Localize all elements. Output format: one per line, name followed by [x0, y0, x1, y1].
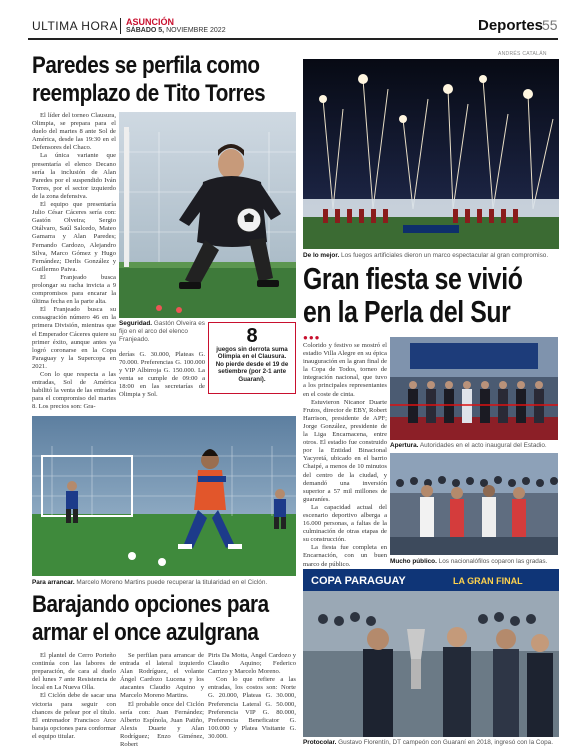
paragraph: Piris Da Motta, Ángel Cardozo y Claudio Aquino; Federico Carrizo y Marcelo Moreno. [208, 652, 296, 676]
paragraph: Con lo que respecta a las entradas, Sol de América habilitó la venta de las entradas para el compromiso del martes 8. Los precios son: Gra- [32, 371, 116, 411]
photo-credit: ANDRÉS CATALÁN [498, 51, 547, 57]
paragraph: Estuvieron Nicanor Duarte Frutos, director de EBY, Robert Harrison, presidente de APF; Jorge González, presidente de la Liga Encarnacena, entre otros. El estadio fue construido por la Entidad Binacional Yacyretá, ubicado en el barrio Chaipé, a menos de 10 minutos del centro de la ciudad, y demandó una inversión superior a 57 mil millones de guaraníes. [303, 398, 387, 503]
paragraph: derías G. 30.000, Plateas G. 70.000. Preferencias G. 100.000 y VIP Albirroja G. 150.000. La venta se cumple de 09:00 a 18:00 en las secretarías de Olimpia y Sol. [119, 351, 205, 399]
stat-text: juegos sin derrota suma Olimpia en el Clausura. No pierde desde el 19 de setiembre (por 2-1 ante Guaraní). [215, 346, 289, 383]
training-photo [32, 416, 296, 576]
stat-box [208, 322, 296, 394]
header-divider [120, 18, 121, 34]
paragraph: El equipo que presentaría Julio César Cáceres sería con: Gastón Olveira; Sergio Otálvaro, Saúl Salcedo, Mateo Gamarra y Alan Paredes; Fernando Cardozo, Alejandro Silva, Marco Gómez y Hugo Fernández; Derlis González y Guillermo Paiva. [32, 201, 116, 273]
story3-headline-line1: Gran fiesta se vivió [303, 261, 523, 296]
paragraph: El Ciclón debe de sacar una victoria para seguir con chances de pelear por el título. El entrenador Francisco Arce baraja opciones para conformar el equipo titular. [32, 692, 116, 740]
paragraph: Con lo que refiere a las entradas, los costos son: Norte G. 20.000, Plateas G. 30.000, Preferencia Lateral G. 50.000, Preferencia VIP G. 80.000, Preferencia Beneficator G. 100.000 y Platea Visitante G. 30.000. [208, 676, 296, 740]
header-date: SÁBADO 5, NOVIEMBRE 2022 [126, 27, 226, 34]
story1-column2 [119, 351, 205, 400]
paragraph: El Franjeado busca prolongar su racha invicta a 9 compromisos para encarar la última fecha en la parte alta. [32, 273, 116, 306]
ceremony-caption: Apertura. Autoridades en el acto inaugural del Estadio. [390, 442, 547, 449]
story1-column1 [32, 112, 116, 422]
crowd-caption: Mucho público. Los nacionalófilos coparon las gradas. [390, 558, 548, 565]
crowd-photo [390, 453, 558, 555]
paragraph: Se perfilan para arrancar de entrada el lateral izquierdo Alan Rodríguez, el volante Ángel Cardozo Lucena y los atacantes Claudio Aquino y Marcelo Moreno Martins. [120, 652, 204, 700]
goalkeeper-caption: Seguridad. Gastón Olveira es fijo en el arco del elenco Franjeado. [119, 320, 205, 343]
section-label: ULTIMA HORA [32, 19, 118, 33]
story3-bullet-dots: ●●● [303, 333, 321, 342]
story2-column2 [120, 652, 204, 748]
story3-body [303, 342, 387, 570]
page-number: 55 [542, 17, 558, 33]
paragraph: La fiesta fue completa en Encarnación, con un buen marco de público. [303, 544, 387, 568]
goalkeeper-photo [119, 112, 296, 318]
section-title: Deportes [478, 17, 544, 34]
trophy-caption: Protocolar. Gustavo Florentín, DT campeón con Guaraní en 2018, ingresó con la Copa. [303, 739, 553, 746]
banner-copa: COPA PARAGUAY [311, 575, 406, 587]
story1-headline-line2: reemplazo de Tito Torres [32, 80, 266, 107]
paragraph: El líder del torneo Clausura, Olimpia, se prepara para el duelo del martes 8 ante Sol de América, desde las 19:30 en el Defensores del Chaco. [32, 112, 116, 152]
paragraph: Colorido y festivo se mostró el estadio Villa Alegre en su épica inauguración en la gran final de la Copa de Todos, torneo de integración nacional, que tuvo a los principales representantes en el coste de cinta. [303, 342, 387, 398]
header-city: ASUNCIÓN [126, 17, 175, 27]
trophy-photo [303, 569, 559, 737]
stat-number: 8 [246, 325, 258, 347]
story2-column3 [208, 652, 296, 748]
fireworks-photo [303, 59, 559, 249]
story1-headline-line1: Paredes se perfila como [32, 52, 260, 79]
banner-final: LA GRAN FINAL [453, 576, 523, 586]
paragraph: El Franjeado busca su consagración número 46 en la primera División, mientras que el Emperador Cáceres quiere su primer éxito, aunque antes ya logró coronarse en la Copa Paraguay y la Supercopa en 2021. [32, 306, 116, 370]
story2-headline-line1: Barajando opciones para [32, 591, 269, 618]
ceremony-photo [390, 337, 558, 440]
paragraph: El plantel de Cerro Porteño continúa con las labores de preparación, de cara al duelo del lunes 7 ante Resistencia de local en La Nueva Olla. [32, 652, 116, 692]
story2-column1 [32, 652, 116, 748]
training-caption: Para arrancar. Marcelo Moreno Martins puede recuperar la titularidad en el Ciclón. [32, 579, 268, 586]
fireworks-caption: De lo mejor. Los fuegos artificiales dieron un marco espectacular al gran compromiso. [303, 252, 549, 259]
header-rule [28, 38, 558, 40]
paragraph: El probable once del Ciclón sería con: Juan Fernández; Alberto Espínola, Juan Patiño, Alexis Duarte y Alan Rodríguez; Enzo Giménez, Robert [120, 700, 204, 748]
story3-headline-line2: en la Perla del Sur [303, 294, 511, 329]
story2-headline-line2: armar el once azulgrana [32, 619, 259, 646]
paragraph: La capacidad actual del escenario deportivo alberga a 16.000 personas, a faltas de la culminación de otras etapas de su construcción. [303, 503, 387, 544]
paragraph: La única variante que presentaría el elenco Decano sería la inclusión de Alan Paredes por el suspendido Iván Torres, por el sector izquierdo de la zona defensiva. [32, 152, 116, 200]
